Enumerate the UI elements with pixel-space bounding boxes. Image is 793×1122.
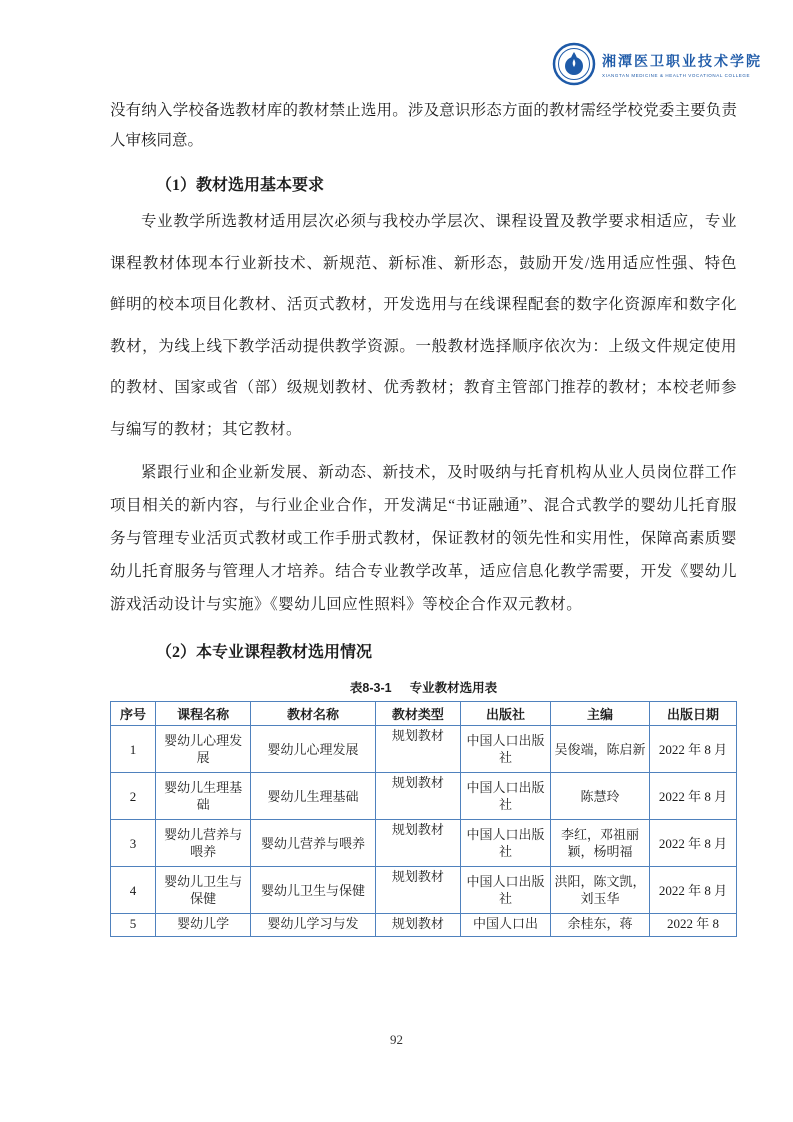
cell-editor: 吴俊端，陈启新 bbox=[551, 726, 650, 773]
table-row-clipped bbox=[111, 914, 737, 937]
cell-date: 2022 年 8 bbox=[649, 914, 736, 937]
table-header-row bbox=[111, 702, 737, 726]
cell-type: 规划教材 bbox=[375, 820, 460, 867]
cell-course: 婴幼儿卫生与保健 bbox=[156, 867, 251, 914]
cell-textbook: 婴幼儿学习与发 bbox=[251, 914, 376, 937]
cell-course: 婴幼儿心理发展 bbox=[156, 726, 251, 773]
cell-type: 规划教材 bbox=[375, 914, 460, 937]
cell-publisher: 中国人口出版社 bbox=[460, 726, 550, 773]
page-number: 92 bbox=[390, 1032, 403, 1047]
cell-type: 规划教材 bbox=[375, 726, 460, 773]
cell-publisher: 中国人口出版社 bbox=[460, 867, 550, 914]
cell-publisher: 中国人口出版社 bbox=[460, 820, 550, 867]
cell-course: 婴幼儿学 bbox=[156, 914, 251, 937]
table-caption bbox=[110, 678, 737, 696]
cell-publisher: 中国人口出 bbox=[460, 914, 550, 937]
col-header-editor: 主编 bbox=[551, 702, 650, 726]
table-caption-title: 专业教材选用表 bbox=[409, 681, 498, 695]
paragraph-requirements: 专业教学所选教材适用层次必须与我校办学层次、课程设置及教学要求相适应，专业课程教材体现本行业新技术、新规范、新标准、新形态，鼓励开发/选用适应性强、特色鲜明的校本项目化教材、活页式教材，开发选用与在线课程配套的数字化资源库和数字化教材，为线上线下教学活动提供教学资源。一般教材选择顺序依次为：上级文件规定使用的教材、国家或省（部）级规划教材、优秀教材；教育主管部门推荐的教材；本校老师参与编写的教材；其它教材。 bbox=[110, 213, 737, 438]
col-header-date: 出版日期 bbox=[649, 702, 736, 726]
heading-course-textbook-selection: （2）本专业课程教材选用情况 bbox=[156, 644, 373, 661]
textbook-selection-table bbox=[110, 701, 737, 937]
cell-date: 2022 年 8 月 bbox=[649, 820, 736, 867]
cell-date: 2022 年 8 月 bbox=[649, 726, 736, 773]
table-caption-label: 表8-3-1 bbox=[349, 681, 392, 695]
cell-index: 1 bbox=[111, 726, 156, 773]
college-emblem-icon bbox=[552, 42, 596, 86]
cell-date: 2022 年 8 月 bbox=[649, 773, 736, 820]
college-name-cn: 湘潭医卫职业技术学院 bbox=[602, 54, 762, 70]
col-header-textbook: 教材名称 bbox=[251, 702, 376, 726]
cell-course: 婴幼儿生理基础 bbox=[156, 773, 251, 820]
cell-index: 3 bbox=[111, 820, 156, 867]
cell-publisher: 中国人口出版社 bbox=[460, 773, 550, 820]
cell-textbook: 婴幼儿心理发展 bbox=[251, 726, 376, 773]
table-row bbox=[111, 726, 737, 773]
cell-type: 规划教材 bbox=[375, 867, 460, 914]
table-row bbox=[111, 867, 737, 914]
cell-type: 规划教材 bbox=[375, 773, 460, 820]
college-name-en: XIANGTAN MEDICINE & HEALTH VOCATIONAL COLLEGE bbox=[602, 72, 751, 78]
paragraph-intro: 没有纳入学校备选教材库的教材禁止选用。涉及意识形态方面的教材需经学校党委主要负责人审核同意。 bbox=[110, 102, 737, 149]
cell-editor: 余桂东，蒋 bbox=[551, 914, 650, 937]
col-header-publisher: 出版社 bbox=[460, 702, 550, 726]
cell-textbook: 婴幼儿营养与喂养 bbox=[251, 820, 376, 867]
cell-textbook: 婴幼儿生理基础 bbox=[251, 773, 376, 820]
cell-index: 2 bbox=[111, 773, 156, 820]
col-header-type: 教材类型 bbox=[375, 702, 460, 726]
col-header-course: 课程名称 bbox=[156, 702, 251, 726]
cell-textbook: 婴幼儿卫生与保健 bbox=[251, 867, 376, 914]
paragraph-industry: 紧跟行业和企业新发展、新动态、新技术，及时吸纳与托育机构从业人员岗位群工作项目相关的新内容，与行业企业合作，开发满足“书证融通”、混合式教学的婴幼儿托育服务与管理专业活页式教材或工作手册式教材，保证教材的领先性和实用性，保障高素质婴幼儿托育服务与管理人才培养。结合专业教学改革，适应信息化教学需要，开发《婴幼儿游戏活动设计与实施》《婴幼儿回应性照料》等校企合作双元教材。 bbox=[110, 464, 737, 613]
cell-index: 5 bbox=[111, 914, 156, 937]
cell-editor: 陈慧玲 bbox=[551, 773, 650, 820]
col-header-index: 序号 bbox=[111, 702, 156, 726]
table-row bbox=[111, 773, 737, 820]
heading-textbook-requirements: （1）教材选用基本要求 bbox=[156, 177, 325, 194]
cell-editor: 李红，邓祖丽颖，杨明福 bbox=[551, 820, 650, 867]
cell-course: 婴幼儿营养与喂养 bbox=[156, 820, 251, 867]
cell-date: 2022 年 8 月 bbox=[649, 867, 736, 914]
document-body bbox=[110, 96, 737, 937]
cell-editor: 洪阳，陈文凯，刘玉华 bbox=[551, 867, 650, 914]
college-logo bbox=[552, 42, 762, 86]
cell-index: 4 bbox=[111, 867, 156, 914]
table-row bbox=[111, 820, 737, 867]
